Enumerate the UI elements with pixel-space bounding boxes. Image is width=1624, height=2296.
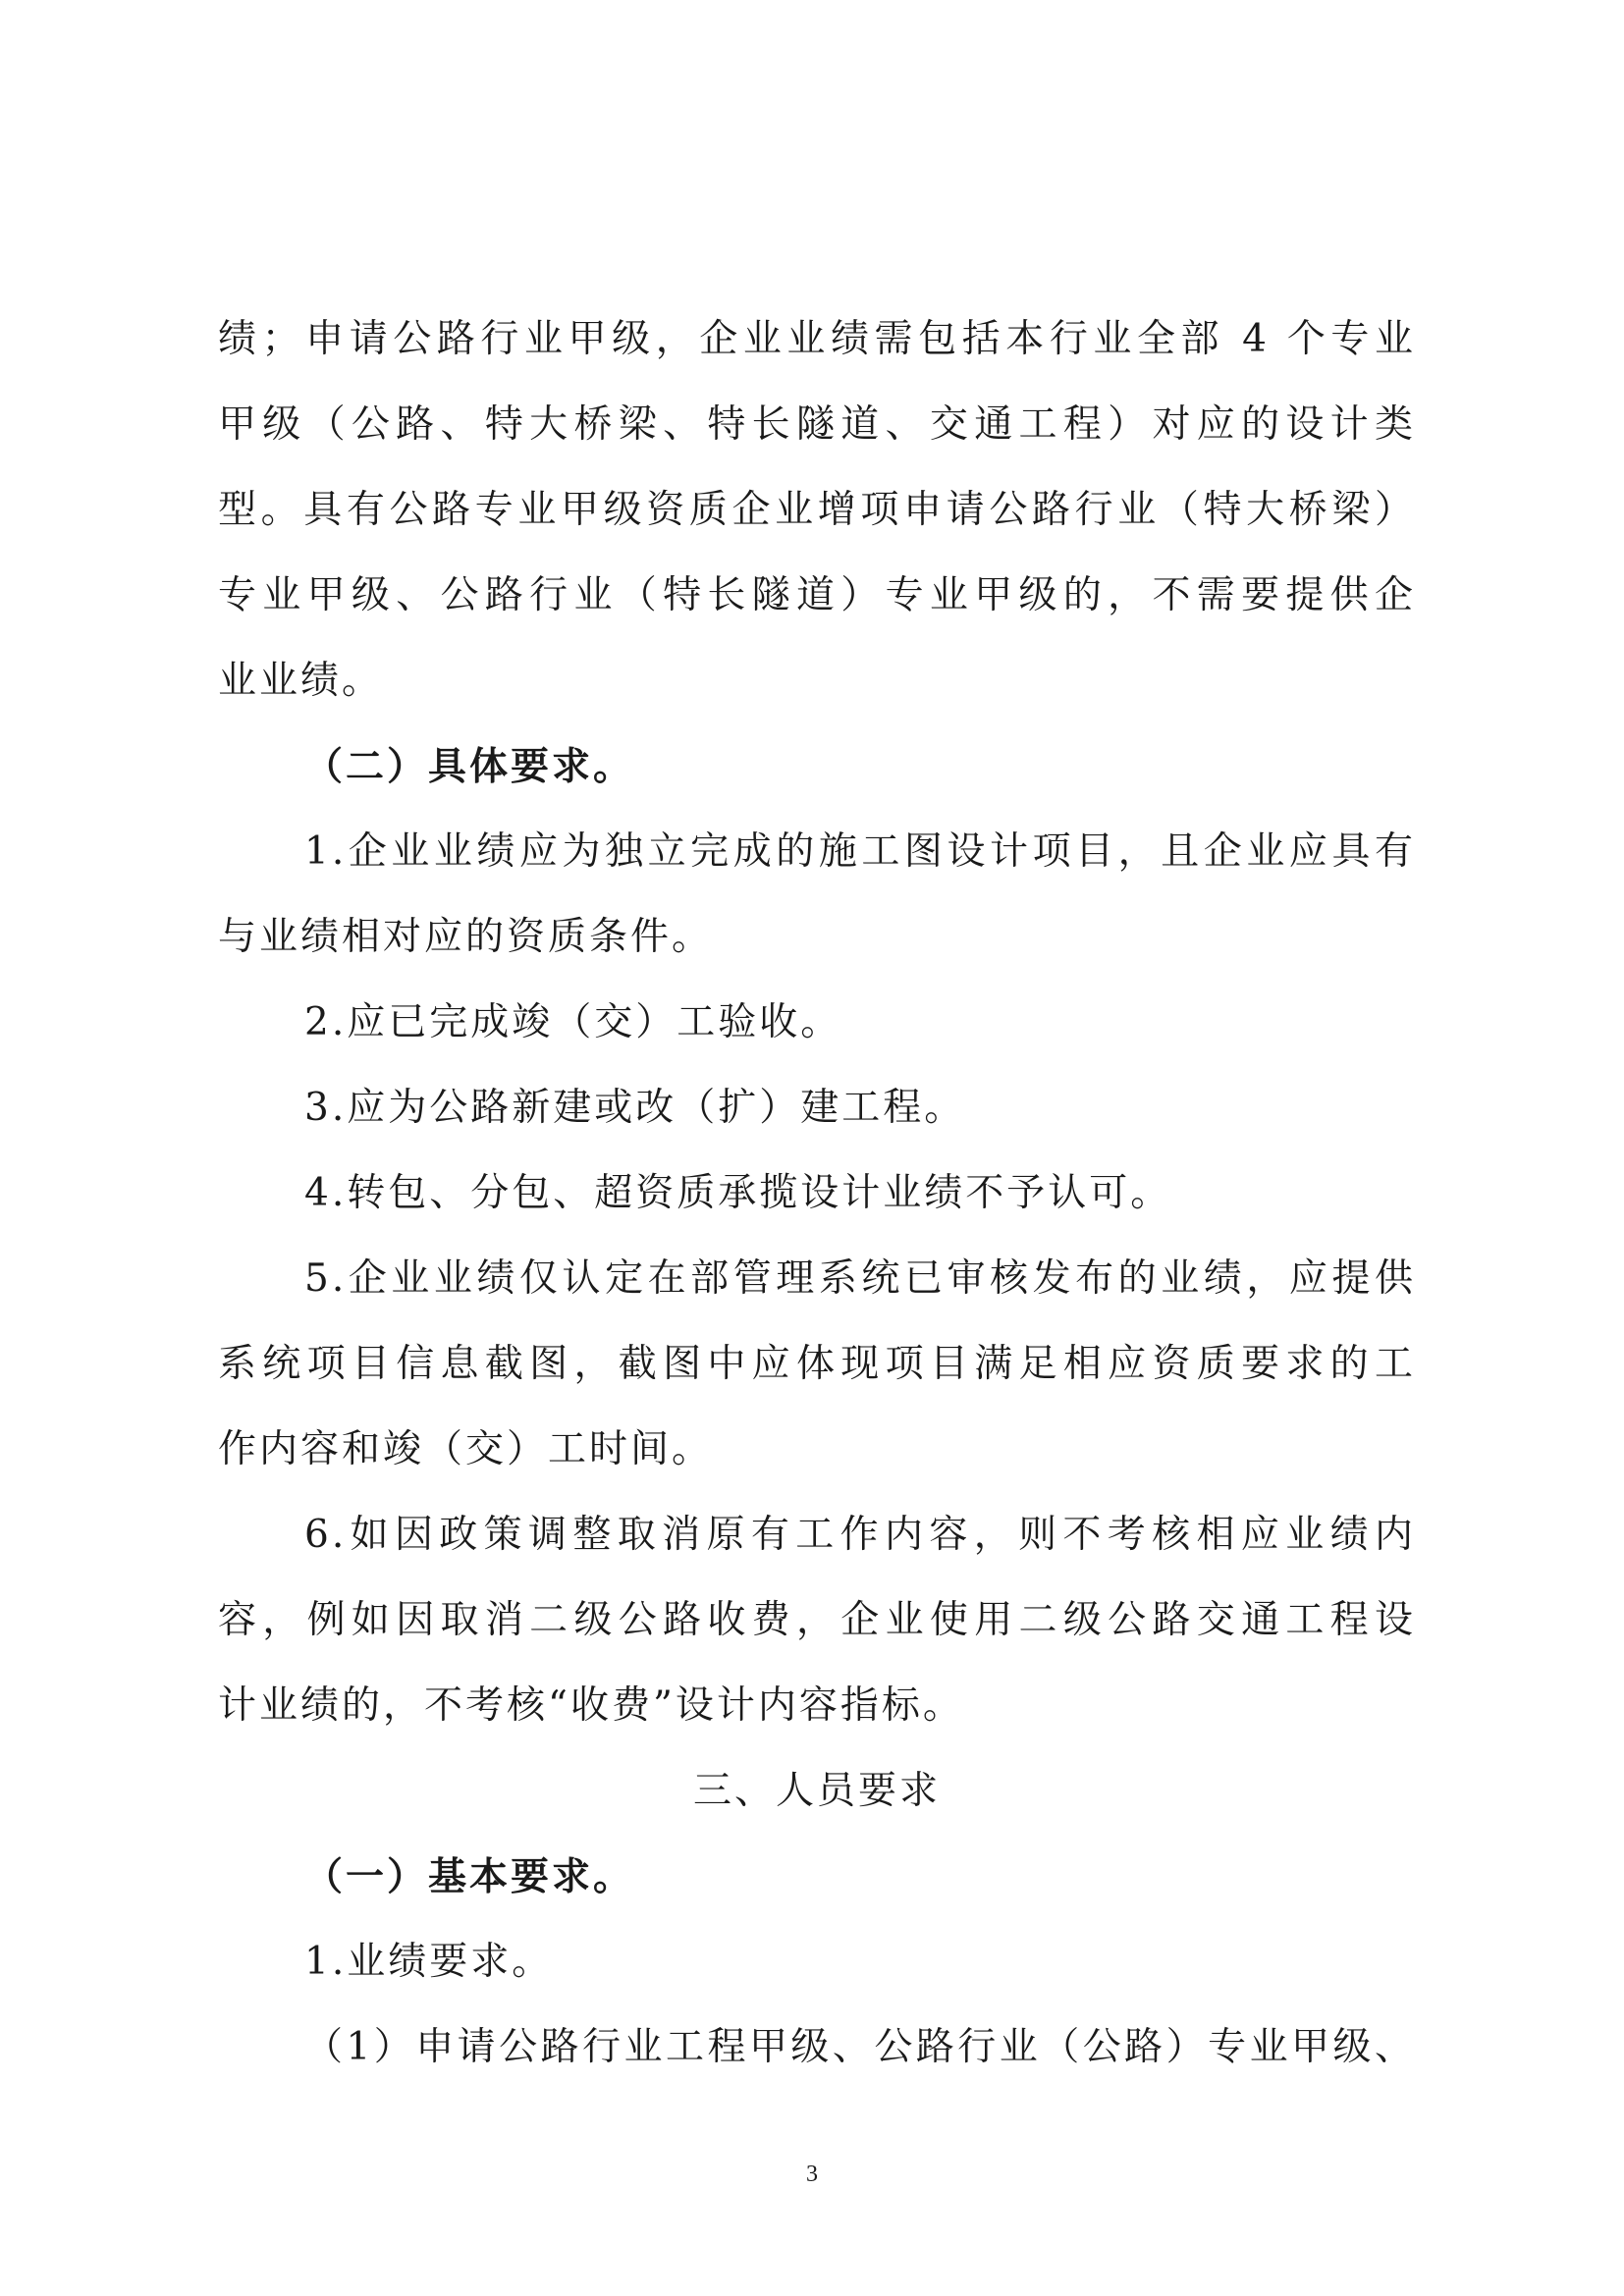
paragraph-line: 专业甲级、公路行业（特长隧道）专业甲级的，不需要提供企 (218, 573, 1416, 617)
paragraph-line: 绩；申请公路行业甲级，企业业绩需包括本行业全部 4 个专业 (218, 317, 1416, 361)
paragraph-line: 与业绩相对应的资质条件。 (218, 915, 714, 959)
paragraph-line: 甲级（公路、特大桥梁、特长隧道、交通工程）对应的设计类 (218, 402, 1416, 447)
list-item: 4.转包、分包、超资质承揽设计业绩不予认可。 (304, 1171, 1172, 1215)
paragraph-line: 计业绩的，不考核“收费”设计内容指标。 (218, 1683, 964, 1728)
paragraph-line: 系统项目信息截图，截图中应体现项目满足相应资质要求的工 (218, 1342, 1416, 1386)
section-subheading: （一）基本要求。 (304, 1854, 635, 1899)
paragraph-line: 业业绩。 (218, 659, 384, 703)
section-heading: 三、人员要求 (692, 1769, 941, 1813)
paragraph-line: （1）申请公路行业工程甲级、公路行业（公路）专业甲级、 (304, 2025, 1416, 2069)
paragraph-line: 作内容和竣（交）工时间。 (218, 1427, 714, 1471)
paragraph-line: 1.企业业绩应为独立完成的施工图设计项目，且企业应具有 (304, 829, 1416, 874)
list-item: 2.应已完成竣（交）工验收。 (304, 1000, 842, 1044)
paragraph-line: 型。具有公路专业甲级资质企业增项申请公路行业（特大桥梁） (218, 488, 1416, 532)
paragraph-line: 容，例如因取消二级公路收费，企业使用二级公路交通工程设 (218, 1598, 1416, 1642)
list-item: 3.应为公路新建或改（扩）建工程。 (304, 1086, 966, 1130)
section-subheading: （二）具体要求。 (304, 744, 635, 789)
list-item: 1.业绩要求。 (304, 1940, 554, 1984)
paragraph-line: 5.企业业绩仅认定在部管理系统已审核发布的业绩，应提供 (304, 1256, 1416, 1301)
page-number: 3 (806, 2162, 818, 2187)
paragraph-line: 6.如因政策调整取消原有工作内容，则不考核相应业绩内 (304, 1513, 1416, 1557)
